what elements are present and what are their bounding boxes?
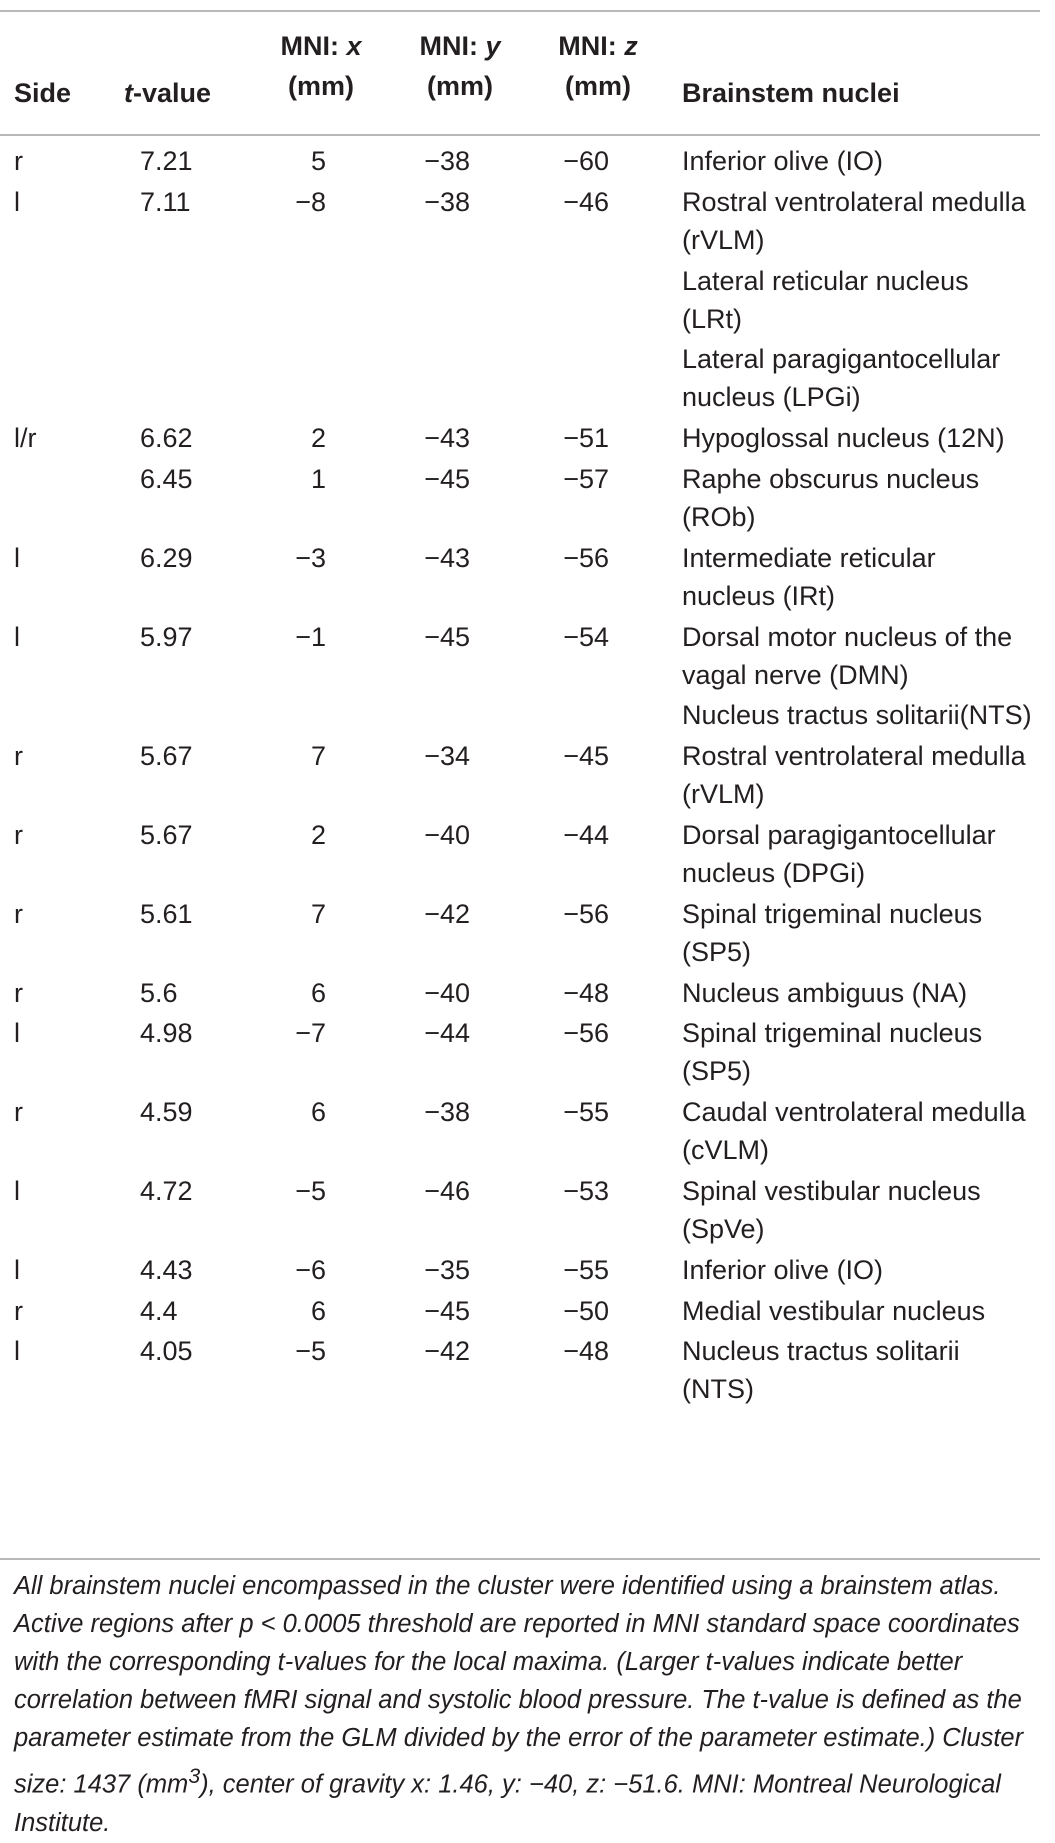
- table-row: [0, 419, 1042, 460]
- nuclei-line: Inferior olive (IO): [682, 146, 884, 176]
- table-body: [0, 142, 1042, 1411]
- cell-brainstem-nuclei: [682, 1292, 1042, 1330]
- table-row: [0, 618, 1042, 697]
- cell-mni-y: −44: [424, 1018, 470, 1049]
- cell-mni-x: 2: [310, 819, 326, 850]
- cell-mni-y: −42: [424, 1336, 470, 1367]
- cell-mni-z: −50: [563, 1295, 609, 1326]
- cell-mni-x: 1: [310, 463, 326, 494]
- cell-t-value: 4.4: [140, 1295, 178, 1326]
- cell-brainstem-nuclei: [682, 183, 1042, 259]
- footnote-text: All brainstem nuclei encompassed in the cluster were identified using a brainstem atlas. Active regions after p < 0.0005 threshold are reported in MNI standard space coordinates with the corresponding t-values for the local maxima. (Larger t-values indicate better correlation between fMRI signal and systolic blood pressure. The t-value is defined as the parameter estimate from the GLM divided by the error of the parameter estimate.) Cluster size: 1437 (mm: [14, 1572, 1024, 1799]
- cell-t-value: 5.67: [140, 819, 193, 850]
- header-t-value: [124, 73, 211, 113]
- cell-t-value: 4.59: [140, 1097, 193, 1128]
- cell-t-value: 6.62: [140, 423, 193, 454]
- nuclei-line: Nucleus tractus solitarii: [682, 1336, 960, 1367]
- header-mni-y-unit: (mm): [427, 71, 493, 101]
- cell-side: r: [14, 898, 23, 929]
- nuclei-line: Rostral ventrolateral medulla: [682, 186, 1026, 217]
- cell-brainstem-nuclei: [682, 737, 1042, 813]
- cell-side: l: [14, 542, 20, 573]
- table-row: [0, 1093, 1042, 1172]
- nuclei-line: (SP5): [682, 936, 752, 967]
- cell-t-value: 4.98: [140, 1018, 193, 1049]
- table-row: [0, 1172, 1042, 1251]
- table-header-rule: [0, 134, 1040, 136]
- table-row: [0, 1014, 1042, 1093]
- cell-mni-z: −46: [563, 186, 609, 217]
- cell-brainstem-nuclei: [682, 1172, 1042, 1248]
- cell-mni-z: −57: [563, 463, 609, 494]
- cell-mni-y: −43: [424, 542, 470, 573]
- cell-mni-y: −38: [424, 186, 470, 217]
- header-mni-x-unit: (mm): [288, 71, 354, 101]
- cell-brainstem-nuclei: [682, 1093, 1042, 1169]
- cell-mni-z: −45: [563, 741, 609, 772]
- table-row: [0, 1292, 1042, 1333]
- cell-mni-z: −56: [563, 542, 609, 573]
- footnote-text-end: ), center of gravity x: 1.46, y: −40, z: −51.6. MNI: Montreal Neurological Institute.: [14, 1770, 1001, 1837]
- cell-side: r: [14, 977, 23, 1008]
- cell-mni-x: 7: [310, 898, 326, 929]
- cell-mni-y: −45: [424, 621, 470, 652]
- cell-mni-z: −44: [563, 819, 609, 850]
- cell-t-value: 4.43: [140, 1254, 193, 1285]
- header-mni-z-unit: (mm): [565, 71, 631, 101]
- cell-mni-y: −38: [424, 1097, 470, 1128]
- nuclei-line: (SpVe): [682, 1213, 765, 1244]
- nuclei-line: Lateral paragigantocellular: [682, 344, 1001, 375]
- header-mni-x: [266, 26, 376, 106]
- cell-side: l: [14, 1336, 20, 1367]
- cell-mni-z: −55: [563, 1097, 609, 1128]
- cell-t-value: 5.97: [140, 621, 193, 652]
- nuclei-line: Spinal vestibular nucleus: [682, 1175, 981, 1206]
- cell-brainstem-nuclei: [682, 142, 1042, 180]
- cell-side: r: [14, 146, 23, 176]
- cell-mni-y: −45: [424, 463, 470, 494]
- table-row: [0, 1251, 1042, 1292]
- cell-brainstem-nuclei: [682, 460, 1042, 536]
- cell-mni-x: −5: [295, 1175, 326, 1206]
- table-row: [0, 539, 1042, 618]
- header-brainstem-nuclei: Brainstem nuclei: [682, 78, 900, 108]
- cell-mni-z: −53: [563, 1175, 609, 1206]
- nuclei-line: (rVLM): [682, 779, 765, 810]
- cell-brainstem-nuclei: [682, 895, 1042, 971]
- nuclei-line: Caudal ventrolateral medulla: [682, 1097, 1026, 1128]
- cell-side: r: [14, 1295, 23, 1326]
- cell-brainstem-nuclei: [682, 618, 1042, 694]
- table-row: [0, 696, 1042, 737]
- cell-mni-y: −43: [424, 423, 470, 454]
- cell-mni-y: −35: [424, 1254, 470, 1285]
- cell-mni-y: −40: [424, 977, 470, 1008]
- nuclei-line: (rVLM): [682, 224, 765, 255]
- nuclei-line: Raphe obscurus nucleus: [682, 463, 980, 494]
- cell-t-value: 5.67: [140, 741, 193, 772]
- cell-t-value: 6.45: [140, 463, 193, 494]
- cell-mni-x: −1: [295, 621, 326, 652]
- cell-t-value: 7.21: [140, 146, 193, 176]
- nuclei-line: (LRt): [682, 303, 742, 334]
- cell-brainstem-nuclei: [682, 1014, 1042, 1090]
- cell-brainstem-nuclei: [682, 696, 1042, 734]
- table-footnote: [14, 1567, 1034, 1842]
- nuclei-line: (NTS): [682, 1374, 754, 1405]
- table-row: [0, 895, 1042, 974]
- cell-mni-x: 6: [310, 1295, 326, 1326]
- cell-brainstem-nuclei: [682, 539, 1042, 615]
- table-row: [0, 183, 1042, 262]
- table-bottom-rule: [0, 1558, 1040, 1560]
- table-row: [0, 816, 1042, 895]
- cell-side: r: [14, 741, 23, 772]
- nuclei-line: nucleus (LPGi): [682, 382, 861, 413]
- cell-side: l/r: [14, 423, 37, 454]
- cell-brainstem-nuclei: [682, 1251, 1042, 1289]
- cell-mni-x: −7: [295, 1018, 326, 1049]
- nuclei-line: nucleus (IRt): [682, 580, 836, 611]
- cell-t-value: 5.61: [140, 898, 193, 929]
- cell-mni-z: −55: [563, 1254, 609, 1285]
- nuclei-line: Nucleus ambiguus (NA): [682, 977, 968, 1008]
- nuclei-line: Hypoglossal nucleus (12N): [682, 423, 1005, 454]
- cell-side: l: [14, 186, 20, 217]
- cell-mni-z: −48: [563, 977, 609, 1008]
- header-t-rest: -value: [133, 78, 212, 108]
- nuclei-line: (cVLM): [682, 1135, 769, 1166]
- cell-mni-x: −6: [295, 1254, 326, 1285]
- table-row: [0, 974, 1042, 1015]
- nuclei-line: Spinal trigeminal nucleus: [682, 898, 983, 929]
- cell-mni-z: −51: [563, 423, 609, 454]
- cell-mni-z: −54: [563, 621, 609, 652]
- cell-side: r: [14, 819, 23, 850]
- cell-mni-y: −45: [424, 1295, 470, 1326]
- nuclei-line: Intermediate reticular: [682, 542, 936, 573]
- cell-mni-z: −56: [563, 1018, 609, 1049]
- nuclei-line: (ROb): [682, 501, 756, 532]
- header-mni-x-var: x: [346, 31, 362, 61]
- cell-brainstem-nuclei: [682, 816, 1042, 892]
- table-row: [0, 142, 1042, 183]
- cell-mni-z: −56: [563, 898, 609, 929]
- header-t-italic: t: [124, 78, 133, 108]
- cell-mni-x: 6: [310, 977, 326, 1008]
- table-top-rule: [0, 10, 1040, 12]
- cell-side: l: [14, 1018, 20, 1049]
- header-mni-z-var: z: [624, 31, 638, 61]
- nuclei-line: Medial vestibular nucleus: [682, 1295, 986, 1326]
- nuclei-line: Nucleus tractus solitarii(NTS): [682, 700, 1032, 731]
- header-mni-z-prefix: MNI:: [558, 31, 625, 61]
- cell-mni-x: −8: [295, 186, 326, 217]
- cell-side: l: [14, 1175, 20, 1206]
- header-mni-y: [405, 26, 515, 106]
- cell-brainstem-nuclei: [682, 974, 1042, 1012]
- nuclei-line: Dorsal paragigantocellular: [682, 819, 996, 850]
- nuclei-line: (SP5): [682, 1056, 752, 1087]
- cell-mni-x: 2: [310, 423, 326, 454]
- nuclei-line: vagal nerve (DMN): [682, 659, 909, 690]
- header-side: Side: [14, 78, 72, 108]
- cell-mni-y: −42: [424, 898, 470, 929]
- cell-side: l: [14, 621, 20, 652]
- cell-brainstem-nuclei: [682, 419, 1042, 457]
- cell-t-value: 7.11: [140, 186, 191, 217]
- nuclei-line: Lateral reticular nucleus: [682, 265, 969, 296]
- cell-mni-y: −40: [424, 819, 470, 850]
- cell-mni-x: 5: [310, 146, 326, 176]
- nuclei-line: Dorsal motor nucleus of the: [682, 621, 1013, 652]
- cell-mni-x: 6: [310, 1097, 326, 1128]
- cell-mni-x: −3: [295, 542, 326, 573]
- cell-t-value: 6.29: [140, 542, 193, 573]
- cell-brainstem-nuclei: [682, 1332, 1042, 1408]
- cell-mni-y: −46: [424, 1175, 470, 1206]
- cell-t-value: 5.6: [140, 977, 178, 1008]
- cell-side: r: [14, 1097, 23, 1128]
- header-mni-y-prefix: MNI:: [419, 31, 486, 61]
- cell-t-value: 4.72: [140, 1175, 193, 1206]
- nuclei-line: Rostral ventrolateral medulla: [682, 741, 1026, 772]
- cell-mni-z: −60: [563, 146, 609, 176]
- nuclei-line: nucleus (DPGi): [682, 857, 866, 888]
- table-row: [0, 262, 1042, 341]
- cell-brainstem-nuclei: [682, 262, 1042, 338]
- cell-t-value: 4.05: [140, 1336, 193, 1367]
- header-mni-z: [543, 26, 653, 106]
- nuclei-line: Inferior olive (IO): [682, 1254, 884, 1285]
- table-row: [0, 340, 1042, 419]
- table-row: [0, 737, 1042, 816]
- header-mni-y-var: y: [485, 31, 501, 61]
- cell-mni-x: 7: [310, 741, 326, 772]
- cell-side: l: [14, 1254, 20, 1285]
- table-row: [0, 1332, 1042, 1411]
- cell-mni-z: −48: [563, 1336, 609, 1367]
- cell-mni-y: −38: [424, 146, 470, 176]
- cell-brainstem-nuclei: [682, 340, 1042, 416]
- cell-mni-x: −5: [295, 1336, 326, 1367]
- nuclei-line: Spinal trigeminal nucleus: [682, 1018, 983, 1049]
- footnote-superscript: 3: [188, 1764, 201, 1788]
- header-mni-x-prefix: MNI:: [280, 31, 347, 61]
- cell-mni-y: −34: [424, 741, 470, 772]
- table-row: [0, 460, 1042, 539]
